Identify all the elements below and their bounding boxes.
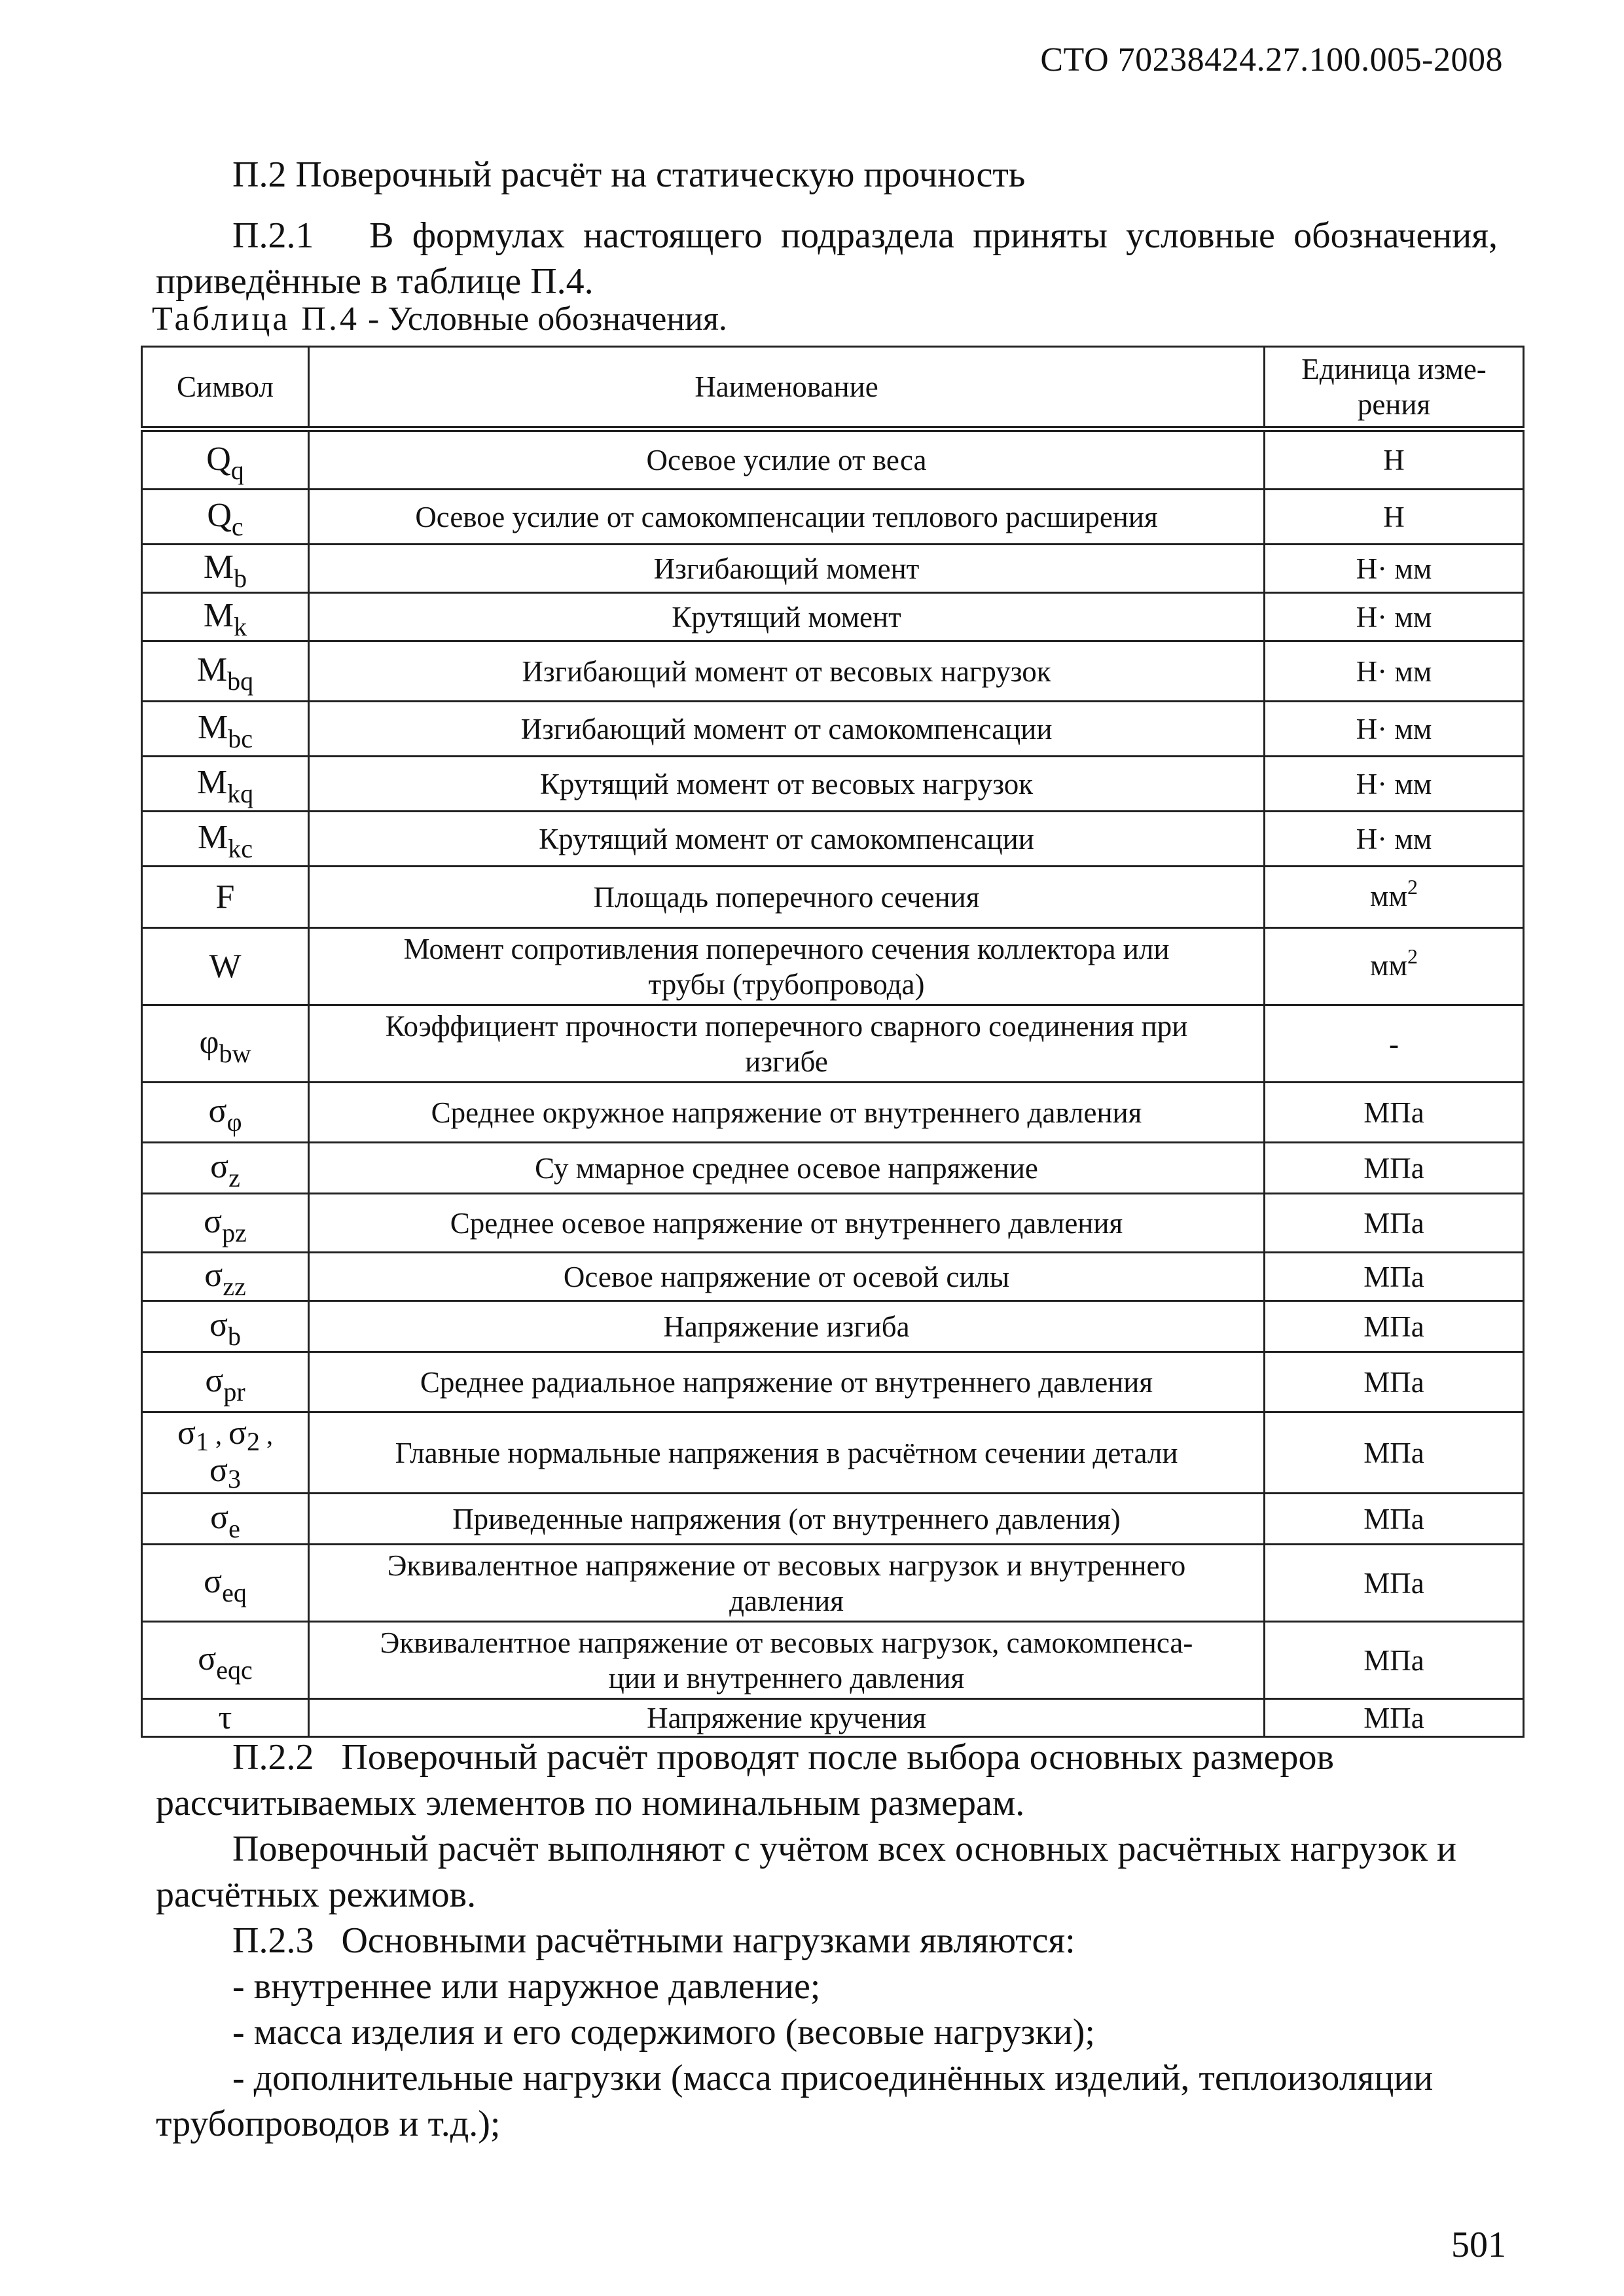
table-body	[142, 429, 1524, 1737]
symbol-letter: M	[197, 819, 228, 856]
unit-cell	[1265, 490, 1524, 545]
name-cell: Изгибающий момент	[309, 545, 1265, 593]
table-row	[142, 928, 1524, 1005]
name-cell: Осевое усилие от веса	[309, 429, 1265, 490]
symbol-letter: φ	[199, 1024, 219, 1061]
unit-text: Н	[1383, 444, 1405, 476]
table-row	[142, 1083, 1524, 1143]
symbol-subscript: eqc	[216, 1655, 253, 1685]
symbol-cell	[142, 1253, 309, 1301]
unit-text: МПа	[1363, 1310, 1424, 1343]
unit-cell	[1265, 1194, 1524, 1253]
header-unit-line2: рения	[1357, 388, 1431, 421]
section-title: П.2 Поверочный расчёт на статическую прочность	[232, 154, 1026, 195]
list-item: - внутреннее или наружное давление;	[232, 1966, 821, 2007]
table-row	[142, 1352, 1524, 1412]
unit-text: МПа	[1363, 1643, 1424, 1677]
name-cell: Су ммарное среднее осевое напряжение	[309, 1143, 1265, 1194]
symbol-cell	[142, 1494, 309, 1545]
header-unit-line1: Единица изме-	[1301, 353, 1487, 386]
symbol-cell	[142, 867, 309, 928]
symbol-subscript: z	[228, 1163, 240, 1193]
symbol-letter: F	[215, 878, 235, 916]
unit-cell	[1265, 641, 1524, 702]
unit-text: Н· мм	[1356, 767, 1432, 800]
unit-text: МПа	[1363, 1566, 1424, 1600]
unit-text: -	[1389, 1027, 1399, 1060]
table-row	[142, 1494, 1524, 1545]
name-cell	[309, 1545, 1265, 1622]
unit-cell	[1265, 1352, 1524, 1412]
table-row	[142, 1194, 1524, 1253]
unit-superscript: 2	[1407, 874, 1418, 899]
unit-cell	[1265, 757, 1524, 812]
symbol-subscript: 2	[247, 1426, 261, 1456]
symbol-subscript: bc	[228, 724, 253, 753]
table-row	[142, 545, 1524, 593]
unit-text: Н· мм	[1356, 822, 1432, 855]
unit-superscript: 2	[1407, 944, 1418, 968]
symbol-letter: M	[196, 764, 228, 801]
symbol-cell	[142, 1622, 309, 1699]
unit-cell	[1265, 702, 1524, 757]
symbol-cell	[142, 1083, 309, 1143]
name-cell: Крутящий момент	[309, 593, 1265, 641]
symbols-table	[141, 346, 1525, 1738]
symbol-subscript: eq	[222, 1578, 247, 1607]
paragraph-p2-2b	[156, 1826, 1498, 1918]
unit-text: Н	[1383, 500, 1405, 533]
symbol-subscript: c	[231, 512, 244, 541]
symbol-letter: M	[197, 709, 228, 746]
unit-cell	[1265, 1622, 1524, 1699]
document-code: СТО 70238424.27.100.005-2008	[1040, 41, 1503, 79]
symbol-cell	[142, 702, 309, 757]
symbol-subscript: k	[234, 612, 247, 641]
table-row	[142, 490, 1524, 545]
symbol-cell	[142, 1545, 309, 1622]
symbol-letter: M	[203, 597, 234, 634]
table-header-row	[142, 347, 1524, 429]
symbol-cell	[142, 1194, 309, 1253]
table-caption-prefix: Таблица П.4	[152, 300, 359, 338]
unit-cell	[1265, 429, 1524, 490]
symbol-letter: τ	[218, 1698, 232, 1736]
paragraph-text: Поверочный расчёт проводят после выбора основных размеров рассчитываемых элементов по номинальным размерам.	[156, 1737, 1334, 1823]
name-line: Момент сопротивления поперечного сечения коллектора или	[403, 932, 1170, 965]
paragraph-p2-2	[156, 1734, 1498, 1826]
unit-cell	[1265, 1253, 1524, 1301]
unit-cell	[1265, 1545, 1524, 1622]
name-cell: Приведенные напряжения (от внутреннего давления)	[309, 1494, 1265, 1545]
unit-cell	[1265, 1005, 1524, 1083]
paragraph-text: Поверочный расчёт выполняют с учётом всех основных расчётных нагрузок и расчётных режимов.	[156, 1829, 1457, 1915]
table-row	[142, 429, 1524, 490]
unit-cell	[1265, 1301, 1524, 1352]
symbol-cell	[142, 641, 309, 702]
symbol-cell	[142, 928, 309, 1005]
unit-text: МПа	[1363, 1701, 1424, 1734]
symbol-subscript: kq	[227, 779, 254, 808]
symbol-letter: σ	[205, 1362, 224, 1399]
symbol-letter: Q	[206, 440, 231, 478]
header-name: Наименование	[309, 347, 1265, 429]
name-line: Эквивалентное напряжение от весовых нагрузок и внутреннего	[387, 1549, 1186, 1582]
symbol-letter: σ	[198, 1640, 217, 1677]
unit-cell	[1265, 1143, 1524, 1194]
symbol-cell	[142, 429, 309, 490]
unit-text: МПа	[1363, 1206, 1424, 1240]
name-cell: Крутящий момент от самокомпенсации	[309, 812, 1265, 867]
symbol-letter: σ	[210, 1148, 229, 1185]
unit-cell	[1265, 1083, 1524, 1143]
table-row	[142, 1143, 1524, 1194]
symbol-cell	[142, 593, 309, 641]
symbol-subscript: kc	[228, 834, 253, 863]
name-cell: Изгибающий момент от самокомпенсации	[309, 702, 1265, 757]
table-row	[142, 641, 1524, 702]
name-cell: Осевое усилие от самокомпенсации теплового расширения	[309, 490, 1265, 545]
symbol-letter: σ	[177, 1414, 196, 1452]
table-row	[142, 1545, 1524, 1622]
name-cell: Осевое напряжение от осевой силы	[309, 1253, 1265, 1301]
symbol-subscript: zz	[223, 1272, 246, 1301]
table-row	[142, 867, 1524, 928]
symbol-letter: σ	[209, 1306, 228, 1344]
paragraph-p2-1	[156, 213, 1498, 304]
symbol-cell	[142, 1412, 309, 1494]
table-row	[142, 1253, 1524, 1301]
symbol-letter: σ	[204, 1203, 223, 1240]
name-line: давления	[729, 1584, 844, 1617]
table-row	[142, 757, 1524, 812]
unit-text: Н· мм	[1356, 552, 1432, 585]
name-line: изгибе	[745, 1045, 828, 1078]
symbol-letter: W	[209, 947, 242, 985]
symbol-letter: σ	[208, 1092, 227, 1130]
unit-text: мм	[1370, 948, 1407, 982]
list-item-text: - дополнительные нагрузки (масса присоединённых изделий, теплоизоляции трубопроводов и т.д.);	[156, 2058, 1434, 2144]
symbol-letter: M	[196, 651, 228, 689]
symbol-cell	[142, 1352, 309, 1412]
symbol-subscript: b	[234, 564, 247, 593]
paragraph-number: П.2.2	[232, 1737, 314, 1778]
table-row	[142, 702, 1524, 757]
list-item	[156, 2055, 1498, 2147]
name-line: Коэффициент прочности поперечного сварного соединения при	[385, 1009, 1188, 1043]
name-cell: Среднее осевое напряжение от внутреннего давления	[309, 1194, 1265, 1253]
unit-text: МПа	[1363, 1096, 1424, 1129]
symbol-separator: ,	[260, 1420, 274, 1450]
paragraph-p2-3	[156, 1918, 1498, 1964]
symbol-letter: σ	[228, 1414, 247, 1452]
name-cell: Среднее радиальное напряжение от внутреннего давления	[309, 1352, 1265, 1412]
header-symbol: Символ	[142, 347, 309, 429]
symbol-cell	[142, 757, 309, 812]
name-cell: Среднее окружное напряжение от внутреннего давления	[309, 1083, 1265, 1143]
name-cell: Площадь поперечного сечения	[309, 867, 1265, 928]
unit-cell	[1265, 1412, 1524, 1494]
symbol-subscript: bq	[227, 666, 254, 696]
symbol-subscript: pr	[223, 1377, 245, 1407]
symbol-separator: ,	[209, 1420, 228, 1450]
table-row	[142, 1412, 1524, 1494]
unit-cell	[1265, 867, 1524, 928]
unit-cell	[1265, 545, 1524, 593]
symbol-letter: Q	[207, 497, 232, 534]
table-caption-text: - Условные обозначения.	[359, 300, 727, 338]
symbol-subscript: b	[228, 1321, 242, 1351]
unit-text: МПа	[1363, 1436, 1424, 1469]
symbol-subscript: bw	[219, 1039, 251, 1068]
symbol-cell	[142, 1143, 309, 1194]
unit-cell	[1265, 812, 1524, 867]
page-number: 501	[1451, 2225, 1506, 2265]
symbol-letter: M	[203, 548, 234, 586]
symbol-subscript: pz	[222, 1218, 247, 1247]
unit-text: МПа	[1363, 1260, 1424, 1293]
unit-text: Н· мм	[1356, 712, 1432, 745]
unit-text: МПа	[1363, 1365, 1424, 1399]
unit-cell	[1265, 928, 1524, 1005]
name-line: Эквивалентное напряжение от весовых нагрузок, самокомпенса-	[380, 1626, 1193, 1659]
symbol-subscript: q	[230, 455, 244, 485]
symbol-cell	[142, 1699, 309, 1737]
table-caption	[152, 300, 727, 338]
symbol-subscript: 1	[196, 1426, 209, 1456]
paragraph-number: П.2.3	[232, 1920, 314, 1961]
symbol-subscript: 3	[228, 1463, 242, 1494]
table-row	[142, 593, 1524, 641]
name-cell: Изгибающий момент от весовых нагрузок	[309, 641, 1265, 702]
symbol-letter: σ	[209, 1451, 228, 1489]
unit-cell	[1265, 593, 1524, 641]
name-cell	[309, 1005, 1265, 1083]
table-row	[142, 1005, 1524, 1083]
unit-text: МПа	[1363, 1151, 1424, 1185]
table-row	[142, 1622, 1524, 1699]
table-row	[142, 1301, 1524, 1352]
symbol-subscript: φ	[226, 1107, 242, 1137]
table-row	[142, 812, 1524, 867]
unit-cell	[1265, 1494, 1524, 1545]
unit-text: мм	[1370, 879, 1407, 912]
name-cell: Напряжение кручения	[309, 1699, 1265, 1737]
symbol-subscript: e	[228, 1514, 240, 1543]
paragraph-text: В формулах настоящего подраздела приняты условные обозначения, приведённые в таблице П.4.	[156, 215, 1498, 302]
paragraph-number: П.2.1	[232, 215, 314, 256]
unit-text: МПа	[1363, 1502, 1424, 1535]
name-line: ции и внутреннего давления	[608, 1661, 965, 1695]
symbol-letter: σ	[204, 1257, 223, 1294]
header-unit	[1265, 347, 1524, 429]
symbol-letter: σ	[204, 1563, 223, 1600]
name-cell: Главные нормальные напряжения в расчётном сечении детали	[309, 1412, 1265, 1494]
table-row	[142, 1699, 1524, 1737]
symbol-cell	[142, 545, 309, 593]
symbol-cell	[142, 490, 309, 545]
symbol-cell	[142, 1005, 309, 1083]
symbol-cell	[142, 1301, 309, 1352]
name-cell: Напряжение изгиба	[309, 1301, 1265, 1352]
name-cell: Крутящий момент от весовых нагрузок	[309, 757, 1265, 812]
name-cell	[309, 928, 1265, 1005]
paragraph-text: Основными расчётными нагрузками являются:	[341, 1920, 1075, 1961]
unit-text: Н· мм	[1356, 655, 1432, 688]
name-line: трубы (трубопровода)	[648, 967, 925, 1001]
list-item: - масса изделия и его содержимого (весовые нагрузки);	[232, 2012, 1095, 2053]
name-cell	[309, 1622, 1265, 1699]
symbol-letter: σ	[210, 1499, 229, 1536]
unit-text: Н· мм	[1356, 600, 1432, 634]
symbol-cell	[142, 812, 309, 867]
unit-cell	[1265, 1699, 1524, 1737]
